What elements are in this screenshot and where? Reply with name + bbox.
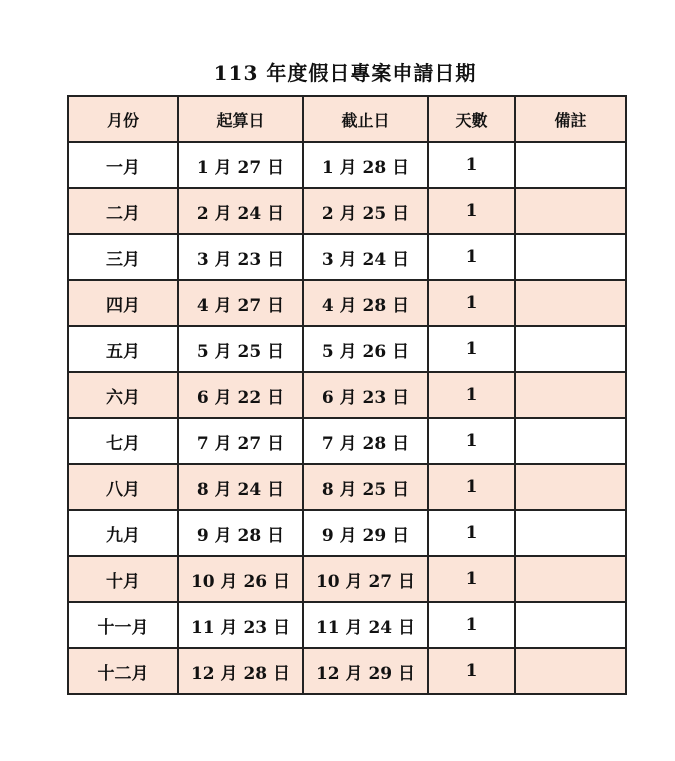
cell-days: 1 <box>428 280 515 326</box>
cell-note <box>515 142 626 188</box>
cell-days: 1 <box>428 510 515 556</box>
cell-note <box>515 234 626 280</box>
cell-month: 八月 <box>68 464 178 510</box>
table-row <box>68 648 626 694</box>
cell-end-date: 7 月 28 日 <box>303 418 428 464</box>
cell-note <box>515 188 626 234</box>
holiday-schedule-table <box>67 95 627 695</box>
cell-start-date: 7 月 27 日 <box>178 418 303 464</box>
cell-end-date: 12 月 29 日 <box>303 648 428 694</box>
cell-month: 六月 <box>68 372 178 418</box>
table-row <box>68 142 626 188</box>
cell-days: 1 <box>428 418 515 464</box>
cell-days: 1 <box>428 234 515 280</box>
cell-month: 三月 <box>68 234 178 280</box>
cell-end-date: 4 月 28 日 <box>303 280 428 326</box>
cell-start-date: 3 月 23 日 <box>178 234 303 280</box>
table-row <box>68 372 626 418</box>
cell-start-date: 10 月 26 日 <box>178 556 303 602</box>
cell-month: 二月 <box>68 188 178 234</box>
cell-start-date: 11 月 23 日 <box>178 602 303 648</box>
cell-end-date: 11 月 24 日 <box>303 602 428 648</box>
cell-days: 1 <box>428 188 515 234</box>
cell-days: 1 <box>428 142 515 188</box>
table-header-row <box>68 96 626 142</box>
cell-days: 1 <box>428 464 515 510</box>
cell-note <box>515 648 626 694</box>
cell-start-date: 8 月 24 日 <box>178 464 303 510</box>
cell-end-date: 8 月 25 日 <box>303 464 428 510</box>
cell-end-date: 5 月 26 日 <box>303 326 428 372</box>
cell-note <box>515 602 626 648</box>
cell-note <box>515 418 626 464</box>
cell-end-date: 6 月 23 日 <box>303 372 428 418</box>
cell-start-date: 5 月 25 日 <box>178 326 303 372</box>
cell-month: 十一月 <box>68 602 178 648</box>
cell-days: 1 <box>428 326 515 372</box>
cell-month: 五月 <box>68 326 178 372</box>
table-row <box>68 188 626 234</box>
table-row <box>68 326 626 372</box>
header-start-date: 起算日 <box>178 96 303 142</box>
table-row <box>68 602 626 648</box>
header-end-date: 截止日 <box>303 96 428 142</box>
cell-start-date: 12 月 28 日 <box>178 648 303 694</box>
cell-month: 一月 <box>68 142 178 188</box>
cell-note <box>515 556 626 602</box>
cell-end-date: 9 月 29 日 <box>303 510 428 556</box>
table-row <box>68 280 626 326</box>
table-row <box>68 234 626 280</box>
table-row <box>68 510 626 556</box>
cell-start-date: 9 月 28 日 <box>178 510 303 556</box>
cell-note <box>515 510 626 556</box>
cell-start-date: 6 月 22 日 <box>178 372 303 418</box>
cell-days: 1 <box>428 602 515 648</box>
cell-end-date: 2 月 25 日 <box>303 188 428 234</box>
table-row <box>68 556 626 602</box>
cell-start-date: 4 月 27 日 <box>178 280 303 326</box>
cell-month: 七月 <box>68 418 178 464</box>
cell-days: 1 <box>428 556 515 602</box>
cell-start-date: 2 月 24 日 <box>178 188 303 234</box>
cell-note <box>515 326 626 372</box>
table-row <box>68 464 626 510</box>
header-days: 天數 <box>428 96 515 142</box>
cell-start-date: 1 月 27 日 <box>178 142 303 188</box>
cell-note <box>515 372 626 418</box>
cell-end-date: 1 月 28 日 <box>303 142 428 188</box>
cell-note <box>515 280 626 326</box>
cell-days: 1 <box>428 648 515 694</box>
header-month: 月份 <box>68 96 178 142</box>
cell-days: 1 <box>428 372 515 418</box>
cell-month: 十月 <box>68 556 178 602</box>
cell-end-date: 10 月 27 日 <box>303 556 428 602</box>
document-title: 113 年度假日專案申請日期 <box>213 61 477 85</box>
header-notes: 備註 <box>515 96 626 142</box>
cell-note <box>515 464 626 510</box>
cell-month: 十二月 <box>68 648 178 694</box>
cell-month: 九月 <box>68 510 178 556</box>
cell-month: 四月 <box>68 280 178 326</box>
cell-end-date: 3 月 24 日 <box>303 234 428 280</box>
table-body <box>68 142 626 694</box>
table-row <box>68 418 626 464</box>
